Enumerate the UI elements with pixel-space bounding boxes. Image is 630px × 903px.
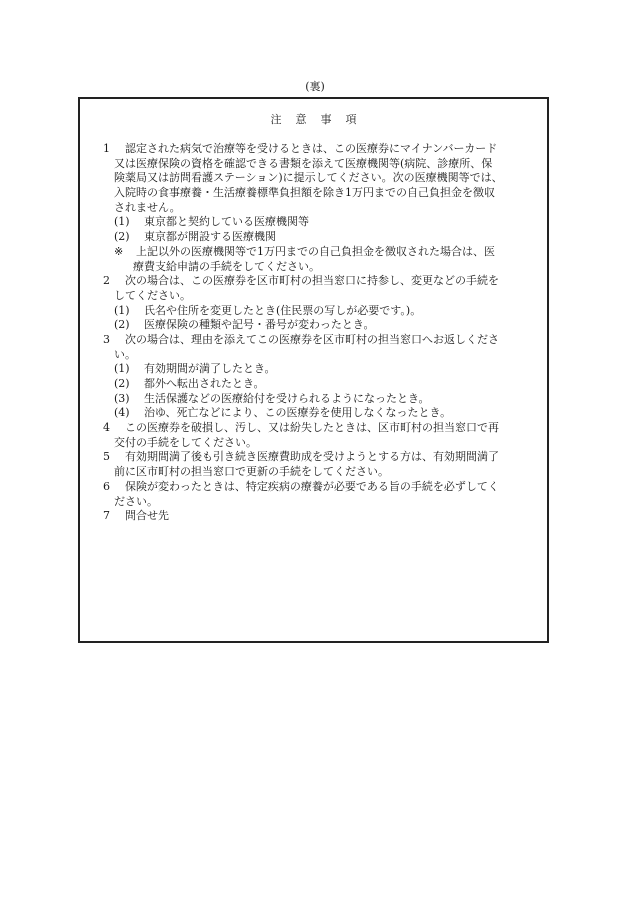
notice-item xyxy=(103,480,531,495)
sub-item-text: 有効期間が満了したとき。 xyxy=(144,362,276,376)
sub-item-number: (4) xyxy=(114,406,130,420)
sub-item xyxy=(103,392,531,407)
sub-item-text: 生活保護などの医療給付を受けられるようになったとき。 xyxy=(144,391,430,405)
sub-item-text: 東京都と契約している医療機関等 xyxy=(144,215,309,229)
item-number: 4 xyxy=(103,421,110,435)
item-text: 認定された病気で治療等を受けるときは、この医療券にマイナンバーカード xyxy=(125,142,498,155)
item-text: されません。 xyxy=(114,200,181,214)
sub-item-number: (1) xyxy=(114,303,130,317)
item-number: 3 xyxy=(103,332,110,346)
sub-item-number: (2) xyxy=(114,230,130,244)
item-text: 又は医療保険の資格を確認できる書類を添えて医療機関等(病院、診療所、保 xyxy=(114,156,493,170)
sub-item-number: (3) xyxy=(114,391,130,405)
item-continuation xyxy=(103,186,531,201)
sub-item-text: 東京都が開設する医療機関 xyxy=(144,230,276,244)
sub-item xyxy=(103,406,531,421)
notice-item xyxy=(103,421,531,436)
item-continuation xyxy=(103,171,531,186)
sub-item-number: (2) xyxy=(114,318,130,332)
note-text: 療費支給申請の手続をしてください。 xyxy=(133,259,320,273)
item-text: 保険が変わったときは、特定疾病の療養が必要である旨の手続を必ずしてく xyxy=(125,479,499,493)
item-text: ださい。 xyxy=(114,494,158,508)
notice-box xyxy=(78,97,549,643)
item-text: 次の場合は、理由を添えてこの医療券を区市町村の担当窓口へお返しくださ xyxy=(125,332,499,346)
note-item xyxy=(103,245,531,260)
item-text: 次の場合は、この医療券を区市町村の担当窓口に持参し、変更などの手続を xyxy=(125,274,499,288)
item-continuation xyxy=(103,495,531,510)
item-text: 有効期間満了後も引き続き医療費助成を受けようとする方は、有効期間満了 xyxy=(125,450,499,464)
sub-item xyxy=(103,304,531,319)
notice-item xyxy=(103,142,531,157)
item-number: 6 xyxy=(103,479,110,493)
notice-content xyxy=(103,142,531,524)
sub-item-text: 医療保険の種類や記号・番号が変わったとき。 xyxy=(144,318,375,332)
item-number: 5 xyxy=(103,450,110,464)
sub-item xyxy=(103,377,531,392)
sub-item xyxy=(103,362,531,377)
item-continuation xyxy=(103,289,531,304)
item-text: 険薬局又は訪問看護ステーション)に提示してください。次の医療機関等では、 xyxy=(114,171,503,185)
sub-item xyxy=(103,318,531,333)
item-continuation xyxy=(103,436,531,451)
item-text: この医療券を破損し、汚し、又は紛失したときは、区市町村の担当窓口で再 xyxy=(125,421,499,435)
item-continuation xyxy=(103,348,531,363)
item-text: 入院時の食事療養・生活療養標準負担額を除き1万円までの自己負担金を徴収 xyxy=(114,186,495,200)
item-text: してください。 xyxy=(114,288,191,302)
item-number: 1 xyxy=(103,142,110,155)
item-continuation xyxy=(103,465,531,480)
sub-item xyxy=(103,215,531,230)
sub-item-number: (1) xyxy=(114,215,130,229)
item-text: 問合せ先 xyxy=(125,509,169,523)
notice-title: 注意事項 xyxy=(270,113,371,126)
sub-item-number: (2) xyxy=(114,377,130,390)
item-number: 7 xyxy=(103,509,110,523)
item-text: 交付の手続をしてください。 xyxy=(114,435,257,449)
notice-item xyxy=(103,509,531,524)
item-text: 前に区市町村の担当窓口で更新の手続をしてください。 xyxy=(114,465,389,479)
notice-item xyxy=(103,274,531,289)
sub-item-text: 都外へ転出されたとき。 xyxy=(144,377,265,390)
sub-item-text: 氏名や住所を変更したとき(住民票の写しが必要です。)。 xyxy=(144,303,422,317)
sub-item-number: (1) xyxy=(114,362,130,376)
note-continuation xyxy=(103,260,531,275)
note-text: 上記以外の医療機関等で1万円までの自己負担金を徴収された場合は、医 xyxy=(136,244,495,258)
notice-item xyxy=(103,450,531,465)
item-text: い。 xyxy=(114,347,136,361)
notice-item xyxy=(103,333,531,348)
sub-item-text: 治ゆ、死亡などにより、この医療券を使用しなくなったとき。 xyxy=(144,406,452,420)
page-side-label: (裏) xyxy=(305,80,325,93)
item-continuation xyxy=(103,201,531,216)
sub-item xyxy=(103,230,531,245)
item-number: 2 xyxy=(103,274,110,288)
note-mark-icon: ※ xyxy=(114,244,124,258)
item-continuation xyxy=(103,157,531,172)
